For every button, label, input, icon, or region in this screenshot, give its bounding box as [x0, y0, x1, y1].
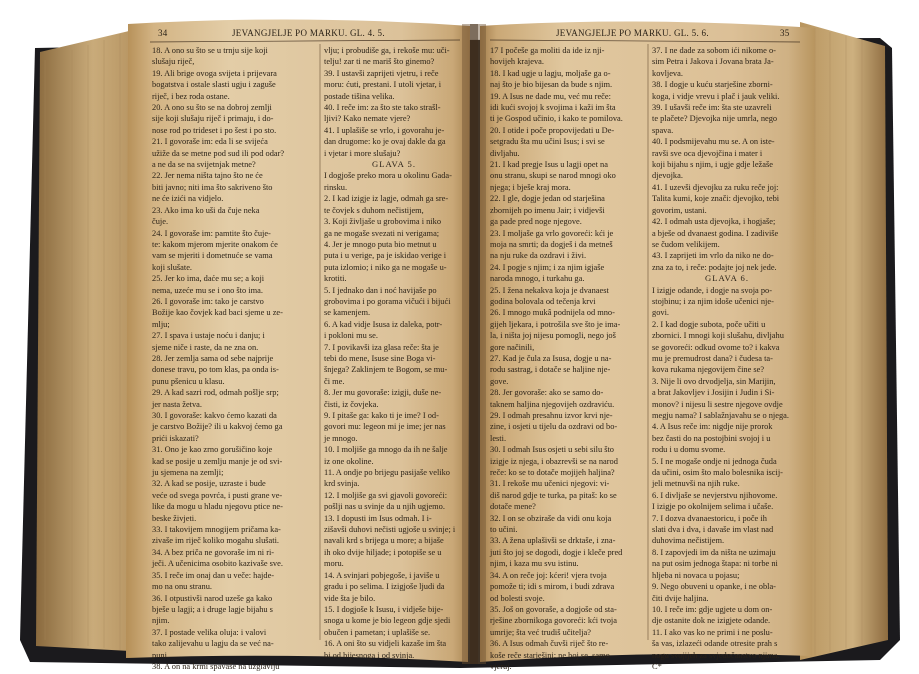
verse-line: čisti, iz čovjeka. [324, 399, 379, 409]
verse-line: ga pade pred noge njegove. [490, 217, 582, 227]
verse-line: 7. I dozva dvanaestoricu, i poče ih [652, 513, 767, 523]
verse-line: 36. I otpustivši narod uzeše ga kako [152, 593, 273, 603]
verse-line: 5. I ne mogaše ondje ni jednoga čuda [652, 456, 777, 466]
verse-line: 36. A Isus odmah čuvši riječ što re- [490, 639, 609, 649]
verse-line: ravši sve oca djevojčina i mater i [652, 148, 763, 158]
verse-line: čuje. [152, 217, 169, 227]
verse-line: 29. I odmah presahnu izvor krvi nje- [490, 411, 613, 420]
verse-line: kovljeva. [652, 68, 683, 78]
verse-line: 26. I mnogo mukâ podnijela od mno- [490, 308, 615, 318]
verse-line: moru. [324, 559, 344, 569]
verse-line: i vjetar i more slušaju? [324, 148, 401, 158]
verse-line: 4. A Isus reče im: nigdje nije prorok [652, 422, 773, 432]
verse-line: 16. A oni što su vidjeli kazaše im šta [324, 639, 447, 649]
verse-line: kad se posije u zemlju manje je od svi- [152, 456, 283, 466]
verse-line: jer nasta žetva. [152, 399, 202, 409]
verse-line: 23. I moljaše ga vrlo govoreći: kći je [490, 228, 614, 238]
verse-line: prići iskazati? [152, 433, 199, 443]
verse-line: mo na onu stranu. [152, 582, 213, 592]
verse-line: 30. I govoraše: kakvo ćemo kazati da [152, 411, 277, 420]
verse-line: koga, i vidje vrevu i plač i jauk veliki. [652, 91, 780, 101]
verse-line: djevojka. [652, 171, 683, 181]
verse-line: idi kući svojoj k svojima i kaži im šta [490, 103, 616, 113]
verse-line: monov? i nijesu li sestre njegove ovdje [652, 399, 783, 409]
verse-line: 28. Jer govoraše: ako se samo do- [490, 388, 604, 398]
verse-line: ječi. A učenicima osobito kazivaše sve. [152, 559, 283, 569]
verse-line: 21. I kad pregje Isus u lagji opet na [490, 160, 608, 170]
verse-line: punu pšenicu u klasu. [152, 376, 225, 386]
verse-line: čiti dvije haljina. [652, 593, 709, 603]
verse-line: 25. I žena nekakva koja je dvanaest [490, 285, 609, 295]
verse-line: a bješe od dvanaest godina. I zadiviše [652, 228, 779, 238]
verse-line: 20. A ono su što se na dobroj zemlji [152, 103, 272, 113]
verse-line: sim Petra i Jakova i Jovana brata Ja- [652, 57, 774, 67]
verse-line: 18. I kad ugje u lagju, moljaše ga o- [490, 68, 611, 78]
verse-line: zišavši duhovi nečisti ugjoše u svinje; i [324, 525, 456, 535]
verse-line: hovijeh krajeva. [490, 57, 544, 67]
verse-line: 33. A žena uplašivši se drktaše, i zna- [490, 536, 616, 546]
verse-line: I izigje po okolnijem selima i učaše. [652, 502, 774, 512]
verse-line: 9. I pitaše ga: kako ti je ime? I od- [324, 411, 439, 420]
verse-line: 40. I podsmijevahu mu se. A on iste- [652, 137, 775, 147]
verse-line: 32. A kad se posije, uzraste i bude [152, 479, 266, 489]
verse-line: 3. Nije li ovo drvodjelja, sin Marijin, [652, 376, 776, 386]
verse-line: I izigje odande, i dogje na svoja po- [652, 285, 773, 295]
verse-line: 2. I kad dogje subota, poče učiti u [652, 319, 766, 329]
verse-line: 35. I reče im onaj dan u veče: hajde- [152, 570, 275, 580]
verse-line: 33. I takovijem mnogijem pričama ka- [152, 525, 281, 535]
verse-line: zivaše im riječ koliko mogahu slušati. [152, 536, 279, 546]
verse-line: umrije; šta već trudiš učitelja? [490, 627, 591, 637]
verse-line: 39. I ušavši reče im: šta ste uzavreli [652, 103, 772, 113]
left-page-column-1 [152, 45, 318, 671]
verse-line: C* [652, 661, 662, 671]
verse-line: 37. I ne dade za sobom ići nikome o- [652, 46, 776, 55]
verse-line: rješine zbornikoga govoreći: kći tvoja [490, 616, 617, 626]
verse-line: gove. [490, 376, 509, 386]
verse-line: ju sjemena na zemlji; [152, 468, 224, 478]
verse-line: pomože ti; idi s mirom, i budi zdrava [490, 582, 615, 592]
verse-line: 7. I povikavši iza glasa reče: šta je [324, 342, 439, 352]
verse-line: bez časti do na postojbini svojoj i u [652, 433, 771, 443]
verse-line: 34. A bez priča ne govoraše im ni ri- [152, 547, 275, 557]
verse-line: krotiti. [324, 274, 347, 284]
verse-line: 24. I pogje s njim; i za njim igjaše [490, 262, 605, 272]
verse-line: 35. Još on govoraše, a dogjoše od sta- [490, 604, 617, 614]
verse-line: duhovima nečistijem. [652, 536, 725, 546]
verse-line: se govoreći: odkud ovome to? i kakva [652, 342, 780, 352]
verse-line: 25. Jer ko ima, daće mu se; a koji [152, 274, 265, 284]
verse-line: lesti. [490, 433, 507, 443]
verse-line: vam se mjeriti i dometnuće se vama [152, 251, 273, 261]
verse-line: Talita kumi, koje znači: djevojko, tebi [652, 194, 780, 204]
verse-line: 6. A kad vidje Isusa iz daleka, potr- [324, 319, 443, 329]
verse-line: taknem haljina njegovijeh ozdraviću. [490, 399, 615, 409]
verse-line: a brat Jakovljev i Josijin i Judin i Si- [652, 388, 775, 398]
verse-line: bješe u lagji; a i druge lagje bijahu s [152, 604, 273, 614]
verse-line: 8. Jer mu govoraše: izigji, duše ne- [324, 388, 442, 398]
verse-line: stojbinu; i za njim idoše učenici nje- [652, 296, 774, 306]
verse-line: 11. A ondje po brijegu pasijaše veliko [324, 468, 450, 478]
verse-line: puta izlomio; i niko ga ne mogaše u- [324, 262, 447, 272]
verse-line: 21. I govoraše im: eda li se svijeća [152, 137, 268, 147]
verse-line: 41. I uzevši djevojku za ruku reče joj: [652, 182, 779, 192]
verse-line: 19. A Isus ne dade mu, već mu reče: [490, 91, 611, 101]
verse-line: 2. I kad izigje iz lagje, odmah ga sre- [324, 194, 449, 204]
verse-line: ljivi? Kako nemate vjere? [324, 114, 411, 124]
verse-line: da učini, osim što malo bolesnika iscij- [652, 468, 783, 478]
verse-line: 3. Koji življaše u grobovima i niko [324, 217, 442, 227]
verse-line: nogu svojijeh za svjedočanstvo njima. [652, 650, 780, 660]
verse-line: dje ostanite dok ne izigjete odande. [652, 616, 771, 626]
verse-line: kova rukama njegovijem čine se? [652, 365, 765, 375]
verse-line: te plačete? Djevojka nije umrla, nego [652, 114, 778, 124]
verse-line: reče: ko se to dotače mojijeh haljina? [490, 468, 615, 478]
verse-line: 41. I uplašiše se vrlo, i govorahu je- [324, 125, 445, 135]
verse-line: na nju ruke da ozdravi i živi. [490, 251, 587, 261]
verse-line: bi od bijesnoga i od svinja. [324, 650, 415, 660]
verse-line: vjeruj. [490, 661, 512, 671]
verse-line: njega; i bješe kraj mora. [490, 182, 571, 192]
right-page-column-2 [652, 45, 802, 671]
verse-line: od bolesti svoje. [490, 593, 545, 603]
verse-line: izigje iz njega, i obazrevši se na narod [490, 456, 618, 466]
left-running-head: JEVANGJELJE PO MARKU. GL. 4. 5. [232, 28, 385, 38]
verse-line: 12. I moljiše ga svi gjavoli govoreći: [324, 490, 448, 500]
verse-line: diš narod gdje te turka, pa pitaš: ko se [490, 490, 617, 500]
verse-line: gradu i po selima. I izigjoše ljudi da [324, 582, 445, 592]
verse-line: zine, i osjeti u tijelu da ozdravi od bo- [490, 422, 618, 432]
verse-line: tebi do mene, Isuse sine Boga vi- [324, 353, 436, 363]
verse-line: juti što joj se dogodi, dogje i kleče pred [490, 547, 623, 557]
verse-line: slušaju riječ, [152, 57, 195, 67]
verse-line: te: kakom mjerom mjerite onakom će [152, 239, 278, 249]
verse-line: tako zalijevahu u lagju da se već na- [152, 639, 274, 649]
verse-line: grobovima i po gorama vičući i bijući [324, 296, 451, 306]
verse-line: 39. I ustavši zaprijeti vjetru, i reče [324, 68, 439, 78]
verse-line: rodu i u domu svome. [652, 445, 726, 455]
verse-line: puta i u verige, pa je iskidao verige i [324, 251, 447, 261]
verse-line: vlju; i probudiše ga, i rekoše mu: uči- [324, 46, 450, 55]
verse-line: 38. I dogje u kuću starješine zborni- [652, 80, 773, 90]
verse-line: donese travu, po tom klas, pa onda is- [152, 365, 279, 375]
verse-line: sjeme niče i raste, da ne zna on. [152, 342, 259, 352]
verse-line: ti je Gospod učinio, i kako te pomilova. [490, 114, 623, 124]
verse-line: se kamenjem. [324, 308, 371, 318]
verse-line: 34. A on reče joj: kćeri! vjera tvoja [490, 570, 607, 580]
verse-line: iz one okoline. [324, 456, 374, 466]
verse-line: 30. I odmah Isus osjeti u sebi silu što [490, 445, 614, 455]
verse-line: 22. Jer nema ništa tajno što ne će [152, 171, 263, 181]
chapter-heading: GLAVA 6. [705, 273, 749, 284]
verse-line: ih oko dvije hiljade; i potopiše se u [324, 547, 442, 557]
verse-line: či me. [324, 376, 345, 386]
verse-line: dan drugome: ko je ovaj dakle da ga [324, 137, 446, 147]
verse-line: like da mogu u hladu njegovu ptice ne- [152, 502, 283, 512]
verse-line: nema, uzeće mu se i ono što ima. [152, 285, 263, 295]
verse-line: ne će izići na vidjelo. [152, 194, 224, 204]
verse-line: šnjega? Zaklinjem te Bogom, se mu- [324, 365, 448, 375]
verse-line: rodu sastrag, i dotače se haljine nje- [490, 365, 611, 375]
verse-line: 31. I rekoše mu učenici njegovi: vi- [490, 479, 610, 489]
verse-line: navali krd s brijega u more; a bijaše [324, 536, 444, 546]
verse-line: pošlji nas u svinje da u njih ugjemo. [324, 502, 445, 512]
verse-line: la, i ništa joj nijesu pomogli, nego još [490, 331, 616, 341]
verse-line: gijeh ljekara, i potrošila sve što je ima- [490, 319, 621, 329]
verse-line: snoga u kome je bio legeon gdje sjedi [324, 616, 451, 626]
verse-line: 8. I zapovjedi im da ništa ne uzimaju [652, 547, 776, 557]
verse-line: vide šta je bilo. [324, 593, 376, 603]
verse-line: 17 I počeše ga moliti da ide iz nji- [490, 46, 605, 55]
verse-line: telju! zar ti ne mariš što ginemo? [324, 57, 435, 67]
verse-line: 27. Kad je čula za Isusa, dogje u na- [490, 353, 612, 363]
verse-line: moja na smrti; da dogješ i da metneš [490, 239, 613, 249]
verse-line: ša vas, izlazeći odande otresite prah s [652, 639, 778, 649]
verse-line: naj što je bio bijesan da bude s njim. [490, 80, 613, 90]
verse-line: sije koji slušaju riječ i primaju, i do- [152, 114, 274, 124]
verse-line: koji slušate. [152, 262, 193, 272]
verse-line: njim. [152, 616, 170, 626]
verse-line: 37. I postade velika oluja: i valovi [152, 627, 267, 637]
verse-line: 13. I dopusti im Isus odmah. I i- [324, 513, 432, 523]
verse-line: nose rod po trideset i po šest i po sto. [152, 125, 277, 135]
verse-line: 18. A ono su što se u trnju sije koji [152, 46, 268, 55]
verse-line: 14. A svinjari pobjegoše, i javiše u [324, 570, 440, 580]
verse-line: godina bolovala od tečenja krvi [490, 296, 596, 306]
verse-line: 32. I on se obziraše da vidi onu koja [490, 513, 612, 523]
verse-line: govorim, ustani. [652, 205, 707, 215]
verse-line: 10. I reče im: gdje ugjete u dom on- [652, 604, 773, 614]
verse-line: riječ, i bez roda ostane. [152, 91, 230, 101]
verse-line: jeli metnuvši na njih ruke. [652, 479, 740, 489]
verse-line: 10. I moljiše ga mnogo da ih ne šalje [324, 445, 448, 455]
verse-line: slati dva i dva, i davaše im vlast nad [652, 525, 774, 535]
right-page-column-1 [490, 45, 646, 671]
verse-line: krd svinja. [324, 479, 360, 489]
verse-line: to učini. [490, 525, 518, 535]
left-page-column-2 [324, 45, 464, 660]
verse-line: 22. I gle, dogje jedan od starješina [490, 194, 605, 204]
verse-line: koše reče starješini: ne boj se, samo [490, 650, 610, 660]
verse-line: 23. Ako ima ko uši da čuje neka [152, 205, 260, 215]
verse-line: hljeba ni novaca u pojasu; [652, 570, 740, 580]
verse-line: rinsku. [324, 182, 348, 192]
verse-line: 26. I govoraše im: tako je carstvo [152, 296, 264, 306]
right-running-head: JEVANGJELJE PO MARKU. GL. 5. 6. [556, 28, 709, 38]
verse-line: zbornici. I mnogi koji slušahu, divljahu [652, 331, 784, 341]
verse-line: onu stranu, skupi se narod mnogi oko [490, 171, 616, 181]
verse-line: 31. Ono je kao zrno gorušičino koje [152, 445, 273, 455]
verse-line: mlju; [152, 319, 170, 329]
verse-line: 24. I govoraše im: pamtite što čuje- [152, 228, 271, 238]
verse-line: 6. I divljaše se nevjerstvu njihovome. [652, 490, 778, 500]
verse-line: gore načinili, [490, 342, 535, 352]
verse-line: naroda mnogo, i turkahu ga. [490, 274, 585, 284]
verse-line: 15. I dogjoše k Isusu, i vidješe bije- [324, 604, 444, 614]
chapter-heading: GLAVA 5. [372, 159, 416, 170]
verse-line: beske živjeti. [152, 513, 197, 523]
verse-line: I dogjoše preko mora u okolinu Gada- [324, 171, 452, 181]
verse-line: 5. I jednako dan i noć havijaše po [324, 285, 437, 295]
verse-line: 42. I odmah usta djevojka, i hogjaše; [652, 217, 776, 227]
verse-line: divljahu. [490, 148, 520, 158]
verse-line: obučen i pametan; i uplašiše se. [324, 627, 431, 637]
verse-line: puni. [152, 650, 169, 660]
verse-line: veće od svega povrća, i pusti grane ve- [152, 490, 283, 500]
verse-line: 19. Ali brige ovoga svijeta i prijevara [152, 68, 277, 78]
verse-line: 27. I spava i ustaje noću i danju; i [152, 331, 265, 341]
right-page-number: 35 [780, 28, 790, 38]
verse-line: te čovjek s duhom nečistijem, [324, 205, 424, 215]
verse-line: govori mu: legeon mi je ime; jer nas [324, 422, 446, 432]
verse-line: 40. I reče im: za što ste tako strašl- [324, 103, 441, 113]
verse-line: moru: ćuti, prestani. I utoli vjetar, i [324, 80, 442, 90]
left-page-number: 34 [158, 28, 168, 38]
verse-line: a ne da se na svijetnjak metne? [152, 160, 256, 170]
verse-line: spava. [652, 125, 674, 135]
verse-line: mu je premudrost dana? i čudesa ta- [652, 353, 773, 363]
verse-line: njim, i kaza mu svu istinu. [490, 559, 579, 569]
verse-line: zna za to, i reče: podajte joj nek jede. [652, 262, 777, 272]
verse-line: 29. A kad sazri rod, odmah pošlje srp; [152, 388, 279, 398]
verse-line: zbornijeh po imenu Jair; i vidjevši [490, 205, 605, 215]
verse-line: na put osim jednoga štapa: ni torbe ni [652, 559, 778, 569]
verse-line: biti javno; niti ima što sakriveno što [152, 182, 273, 192]
verse-line: govi. [652, 308, 669, 318]
verse-line: 4. Jer je mnogo puta bio metnut u [324, 239, 437, 249]
verse-line: užiže da se metne pod sud ili pod odar? [152, 148, 285, 158]
verse-line: 11. I ako vas ko ne primi i ne poslu- [652, 627, 773, 637]
verse-line: je carstvo Božije? ili u kakvoj ćemo ga [152, 422, 283, 432]
verse-line: se čudom velikijem. [652, 239, 720, 249]
verse-line: ga ne mogaše svezati ni verigama; [324, 228, 440, 238]
verse-line: setgradu šta mu učini Isus; i svi se [490, 137, 605, 147]
verse-line: 38. A on na krmi spavaše na uzglavlju [152, 661, 280, 671]
verse-line: dotače mene? [490, 502, 536, 512]
verse-line: i pokloni mu se. [324, 331, 378, 341]
verse-line: Božije kao čovjek kad baci sjeme u ze- [152, 308, 283, 318]
verse-line: 20. I otide i poče propovijedati u De- [490, 125, 615, 135]
verse-line: koji bijahu s njim, i ugje gdje ležaše [652, 160, 773, 170]
verse-line: je mnogo. [324, 433, 358, 443]
verse-line: 28. Jer zemlja sama od sebe najprije [152, 353, 274, 363]
verse-line: postade tišina velika. [324, 91, 395, 101]
verse-line: 43. I zaprijeti im vrlo da niko ne do- [652, 251, 774, 261]
verse-line: 9. Nego obuveni u opanke, i ne obla- [652, 582, 776, 592]
verse-line: megju nama? I sablažnjavahu se o njega. [652, 411, 789, 420]
verse-line: bogatstva i ostale slasti ugju i zaguše [152, 80, 276, 90]
